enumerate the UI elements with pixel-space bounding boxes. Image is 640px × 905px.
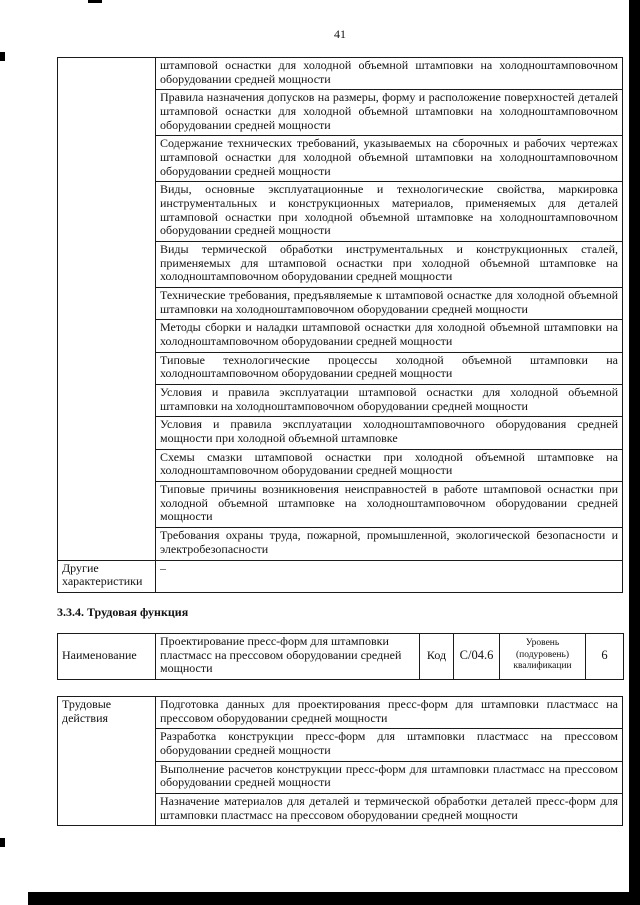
function-name-label: Наименование — [58, 633, 156, 679]
document-page — [57, 0, 623, 826]
knowledge-row: Требования охраны труда, пожарной, промышленной, экологической безопасности и электробезопасности — [156, 528, 623, 560]
other-characteristics-value: – — [156, 560, 623, 592]
scan-artifact-tick — [0, 838, 5, 847]
action-row: Назначение материалов для деталей и термической обработки деталей пресс-форм для штамповки пластмасс на прессовом оборудовании средней мощности — [156, 793, 623, 825]
page-number: 41 — [334, 27, 346, 41]
action-row: Подготовка данных для проектирования пресс-форм для штамповки пластмасс на прессовом оборудовании средней мощности — [156, 696, 623, 728]
labor-actions-label: Трудовые действия — [58, 696, 156, 825]
scan-artifact-tick — [0, 52, 5, 61]
knowledge-row: Правила назначения допусков на размеры, форму и расположение поверхностей деталей штамповой оснастки для холодной объемной штамповки на холодноштамповочном оборудовании средней мощности — [156, 90, 623, 136]
knowledge-row: Типовые технологические процессы холодной объемной штамповки на холодноштамповочном оборудовании средней мощности — [156, 352, 623, 384]
table-row — [58, 58, 623, 90]
qualification-level-value: 6 — [586, 633, 624, 679]
knowledge-row: Виды термической обработки инструментальных и конструкционных сталей, применяемых для штамповой оснастки при холодной объемной штамповке на холодноштамповочном оборудовании средней мощности — [156, 242, 623, 288]
knowledge-row: Технические требования, предъявляемые к штамповой оснастке для холодной объемной штамповки на холодноштамповочном оборудовании средней мощности — [156, 288, 623, 320]
knowledge-row: Типовые причины возникновения неисправностей в работе штамповой оснастки при холодной объемной штамповке на холодноштамповочном оборудовании средней мощности — [156, 482, 623, 528]
other-characteristics-label: Другие характеристики — [58, 560, 156, 592]
knowledge-row: Содержание технических требований, указываемых на сборочных и рабочих чертежах штамповой оснастки для холодной объемной штамповки на холодноштамповочном оборудовании средней мощности — [156, 136, 623, 182]
knowledge-row: Виды, основные эксплуатационные и технологические свойства, маркировка инструментальных и конструкционных материалов, применяемых для деталей штамповой оснастки при холодной объемной штамповке на холодноштамповочном оборудовании средней мощности — [156, 182, 623, 242]
table-row — [58, 560, 623, 592]
scan-artifact-right-bar — [629, 0, 640, 905]
knowledge-row: штамповой оснастки для холодной объемной штамповки на холодноштамповочном оборудовании средней мощности — [156, 58, 623, 90]
table-row — [58, 696, 623, 728]
section-heading: 3.3.4. Трудовая функция — [57, 604, 189, 619]
knowledge-row: Схемы смазки штамповой оснастки при холодной объемной штамповке на холодноштамповочном оборудовании средней мощности — [156, 449, 623, 481]
function-code-value: С/04.6 — [454, 633, 500, 679]
scan-artifact-bottom-bar — [28, 892, 640, 905]
action-row: Разработка конструкции пресс-форм для штамповки пластмасс на прессовом оборудовании средней мощности — [156, 729, 623, 761]
table-row — [58, 633, 624, 679]
labor-function-table — [57, 633, 624, 680]
labor-actions-table — [57, 696, 623, 826]
knowledge-row: Условия и правила эксплуатации штамповой оснастки для холодной объемной штамповки на холодноштамповочном оборудовании средней мощности — [156, 385, 623, 417]
qualification-level-label: Уровень (подуровень) квалификации — [500, 633, 586, 679]
empty-label-cell — [58, 58, 156, 561]
function-code-label: Код — [420, 633, 454, 679]
action-row: Выполнение расчетов конструкции пресс-форм для штамповки пластмасс на прессовом оборудовании средней мощности — [156, 761, 623, 793]
function-name-value: Проектирование пресс-форм для штамповки пластмасс на прессовом оборудовании средней мощности — [156, 633, 420, 679]
knowledge-row: Условия и правила эксплуатации холодноштамповочного оборудования средней мощности при холодной объемной штамповке — [156, 417, 623, 449]
scan-artifact-tick — [88, 0, 102, 3]
knowledge-table — [57, 57, 623, 593]
knowledge-row: Методы сборки и наладки штамповой оснастки для холодной объемной штамповки на холодноштамповочном оборудовании средней мощности — [156, 320, 623, 352]
